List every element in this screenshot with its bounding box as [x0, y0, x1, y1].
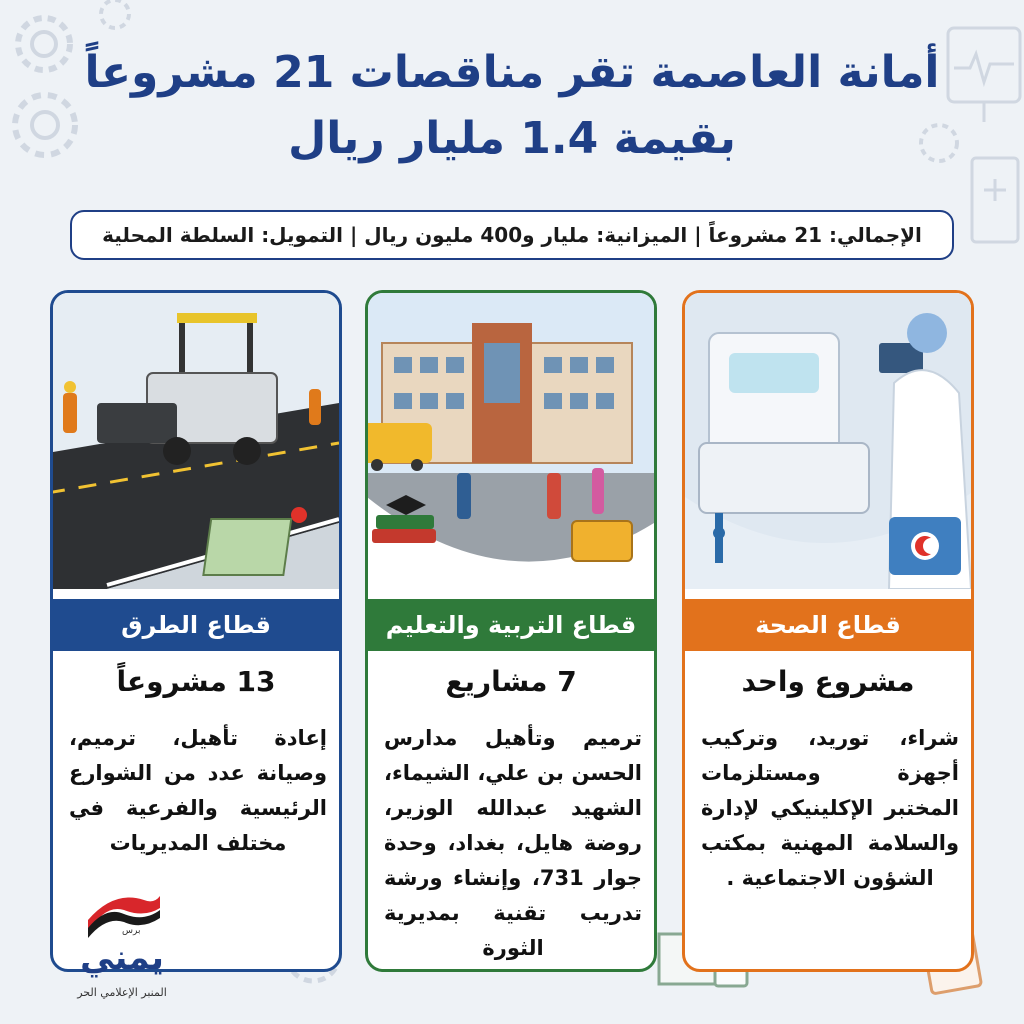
roads-description: إعادة تأهيل، ترميم، وصيانة عدد من الشوارع الرئيسية والفرعية في مختلف المديريات	[69, 726, 327, 855]
summary-bar: الإجمالي: 21 مشروعاً | الميزانية: مليار و400 مليون ريال | التمويل: السلطة المحلية	[70, 210, 954, 260]
logo-brand: يمني	[80, 938, 164, 978]
education-count: 7 مشاريع	[445, 665, 577, 698]
page-title	[60, 40, 964, 172]
title-line-1: أمانة العاصمة تقر مناقصات 21 مشروعاً	[84, 47, 940, 98]
roads-count: 13 مشروعاً	[116, 665, 276, 698]
health-description: شراء، توريد، وتركيب أجهزة ومستلزمات المختبر الإكلينيكي لإدارة والسلامة المهنية بمكتب الشؤون الاجتماعية .	[701, 726, 959, 890]
logo-tagline: المنبر الإعلامي الحر	[77, 986, 167, 999]
gear-icon	[90, 0, 140, 40]
yamani-press-logo	[62, 890, 182, 1010]
title-line-2: بقيمة 1.4 مليار ريال	[288, 113, 736, 164]
education-description: ترميم وتأهيل مدارس الحسن بن علي، الشيماء، الشهيد عبدالله الوزير، روضة هايل، بغداد، وحدة جوار 731، وإنشاء ورشة تدريب تقنية بمديرية الثورة	[384, 726, 642, 960]
education-banner: قطاع التربية والتعليم	[368, 599, 654, 651]
health-banner: قطاع الصحة	[685, 599, 971, 651]
logo-small-text: برس	[122, 926, 141, 936]
roads-sector-card	[50, 290, 342, 972]
health-lab-illustration	[685, 293, 971, 589]
education-sector-card	[365, 290, 657, 972]
clipboard-icon	[966, 150, 1024, 250]
health-count: مشروع واحد	[741, 665, 915, 698]
health-sector-card	[682, 290, 974, 972]
roads-banner: قطاع الطرق	[53, 599, 339, 651]
road-paver-illustration	[53, 293, 339, 589]
school-illustration	[368, 293, 654, 589]
